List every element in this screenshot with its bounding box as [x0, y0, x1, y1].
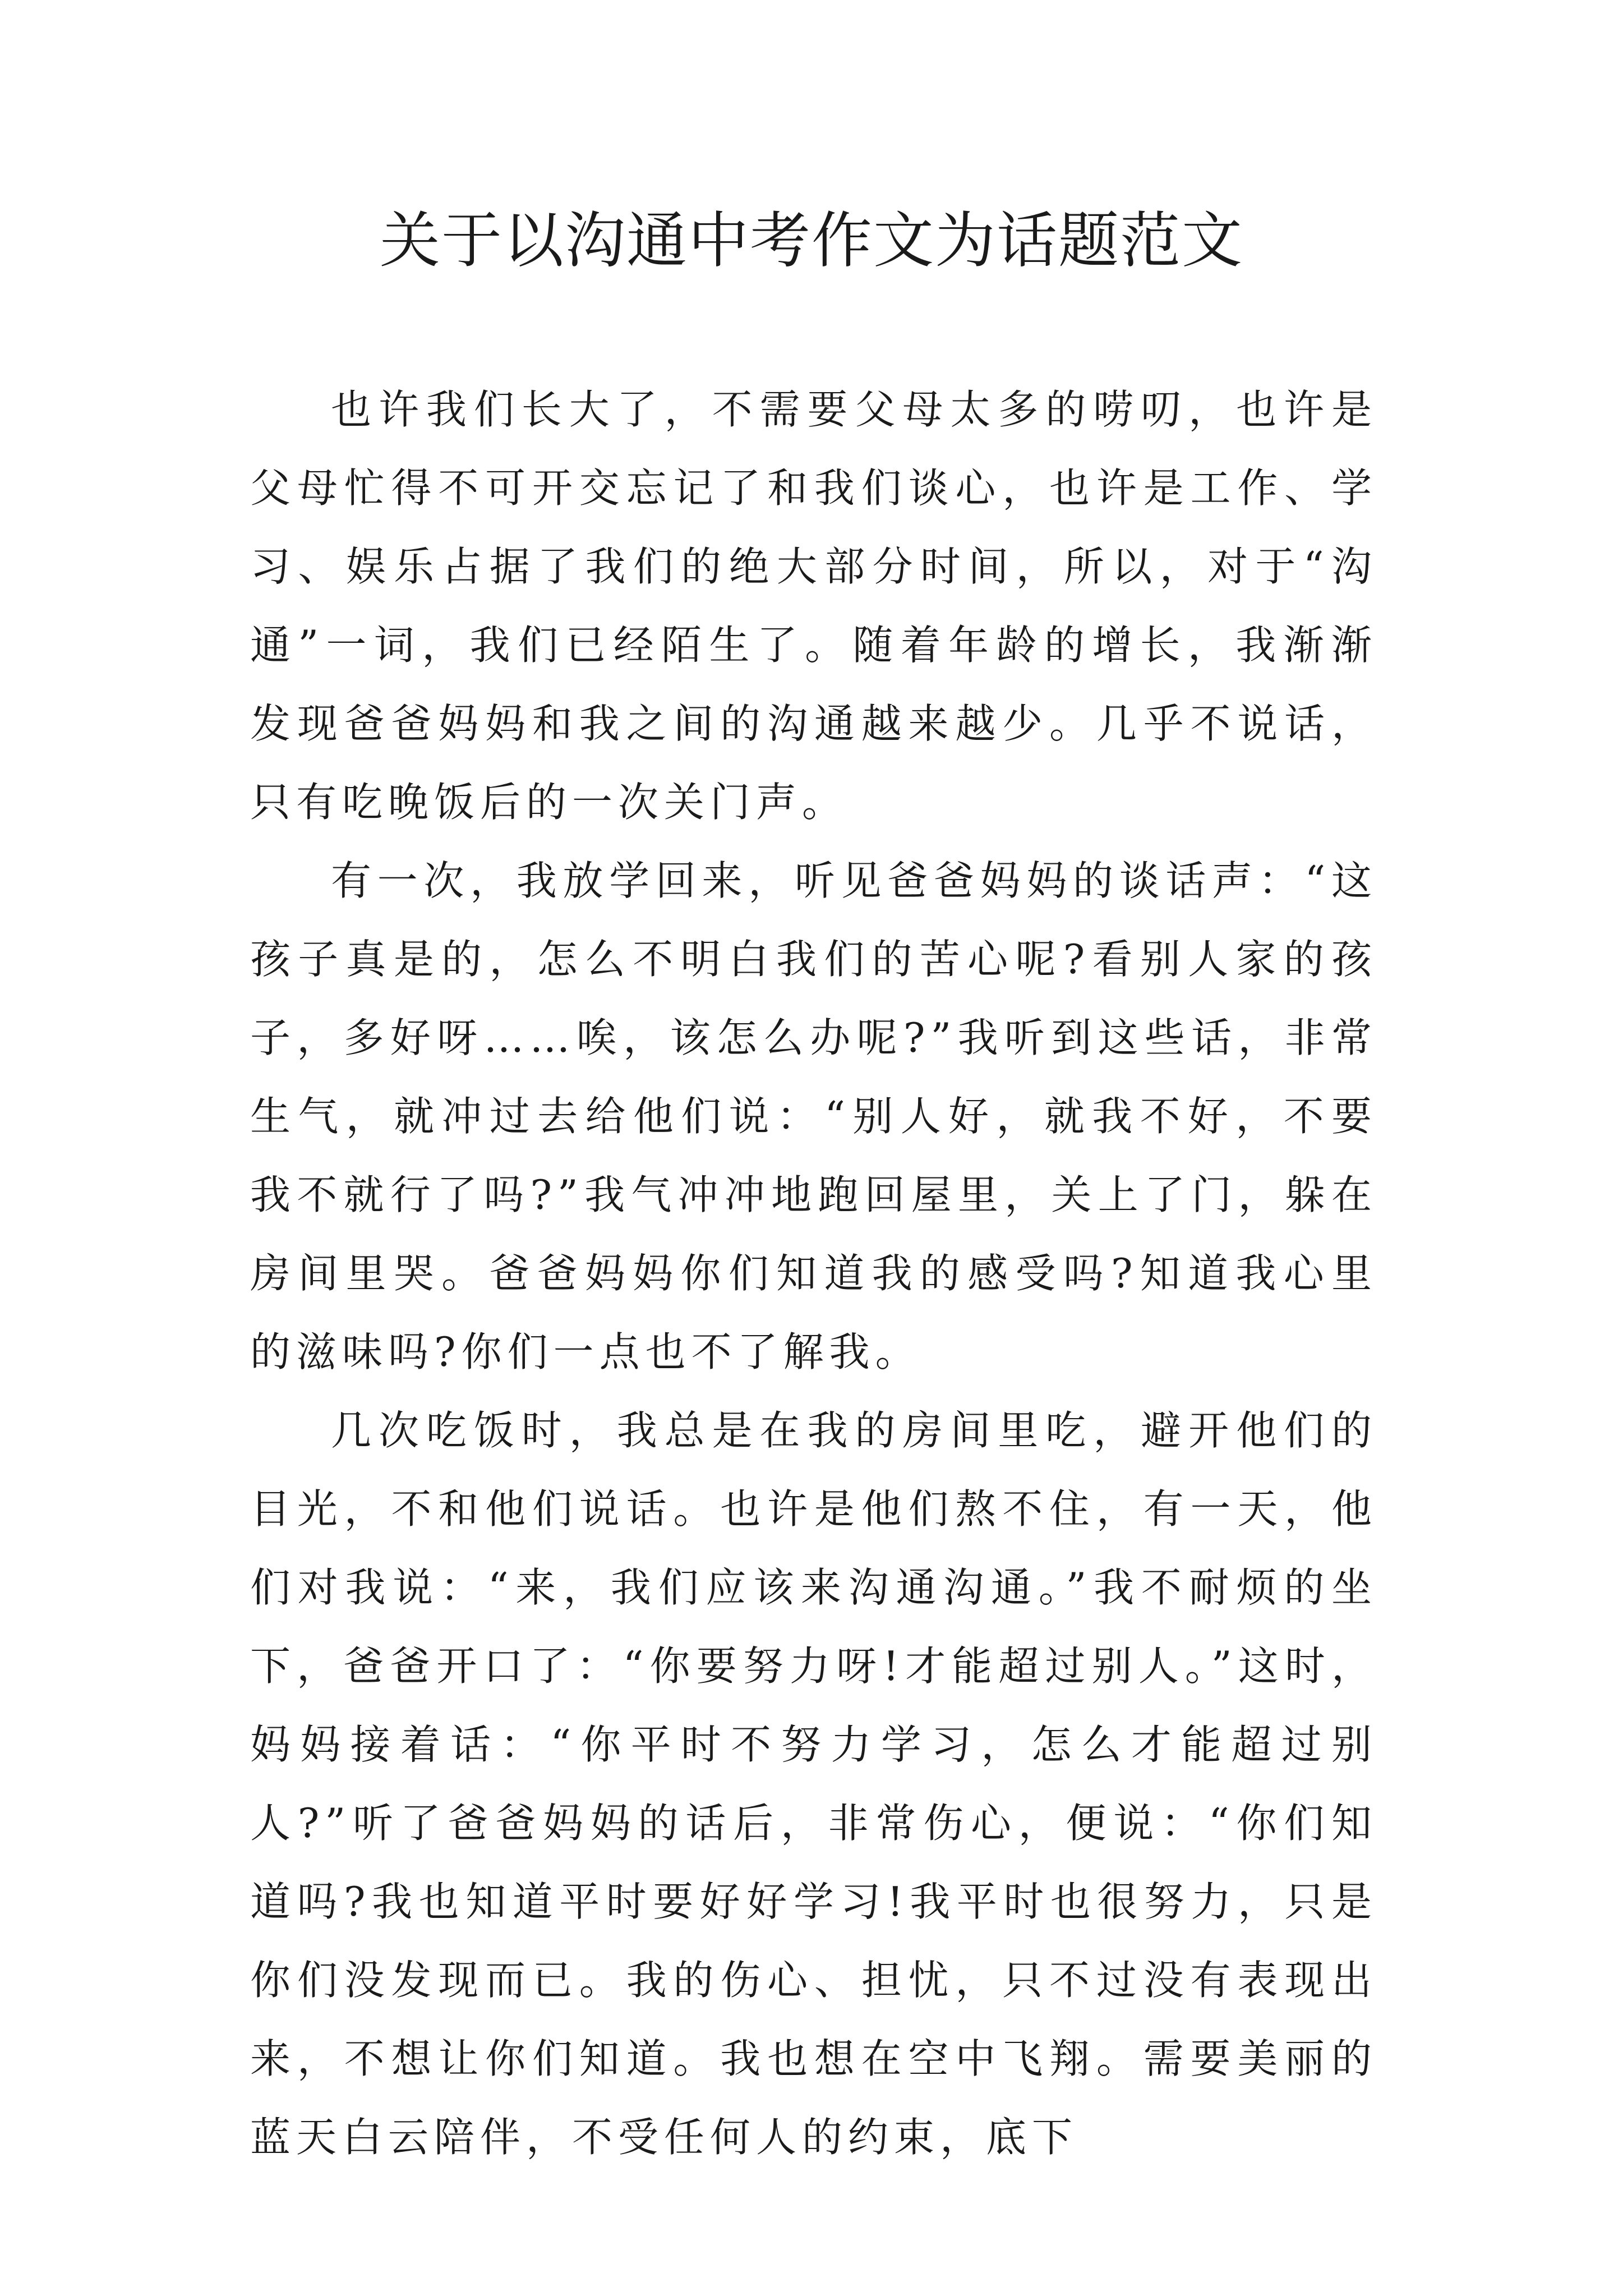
paragraph-2: 有一次，我放学回来，听见爸爸妈妈的谈话声：“这孩子真是的，怎么不明白我们的苦心呢?看别人家的孩子，多好呀……唉，该怎么办呢?”我听到这些话，非常生气，就冲过去给他们说：“别人好，就我不好，不要我不就行了吗?”我气冲冲地跑回屋里，关上了门，躲在房间里哭。爸爸妈妈你们知道我的感受吗?知道我心里的滋味吗?你们一点也不了解我。 [250, 857, 1377, 1375]
paragraph-1: 也许我们长大了，不需要父母太多的唠叨，也许是父母忙得不可开交忘记了和我们谈心，也许是工作、学习、娱乐占据了我们的绝大部分时间，所以，对于“沟通”一词，我们已经陌生了。随着年龄的增长，我渐渐发现爸爸妈妈和我之间的沟通越来越少。几乎不说话，只有吃晚饭后的一次关门声。 [250, 386, 1377, 826]
paragraph-3: 几次吃饭时，我总是在我的房间里吃，避开他们的目光，不和他们说话。也许是他们熬不住，有一天，他们对我说：“来，我们应该来沟通沟通。”我不耐烦的坐下，爸爸开口了：“你要努力呀!才能超过别人。”这时，妈妈接着话：“你平时不努力学习，怎么才能超过别人?”听了爸爸妈妈的话后，非常伤心，便说：“你们知道吗?我也知道平时要好好学习!我平时也很努力，只是你们没发现而已。我的伤心、担忧，只不过没有表现出来，不想让你们知道。我也想在空中飞翔。需要美丽的蓝天白云陪伴，不受任何人的约束，底下 [250, 1407, 1377, 2161]
document-title: 关于以沟通中考作文为话题范文 [379, 206, 1243, 276]
document-body [250, 370, 1377, 2177]
